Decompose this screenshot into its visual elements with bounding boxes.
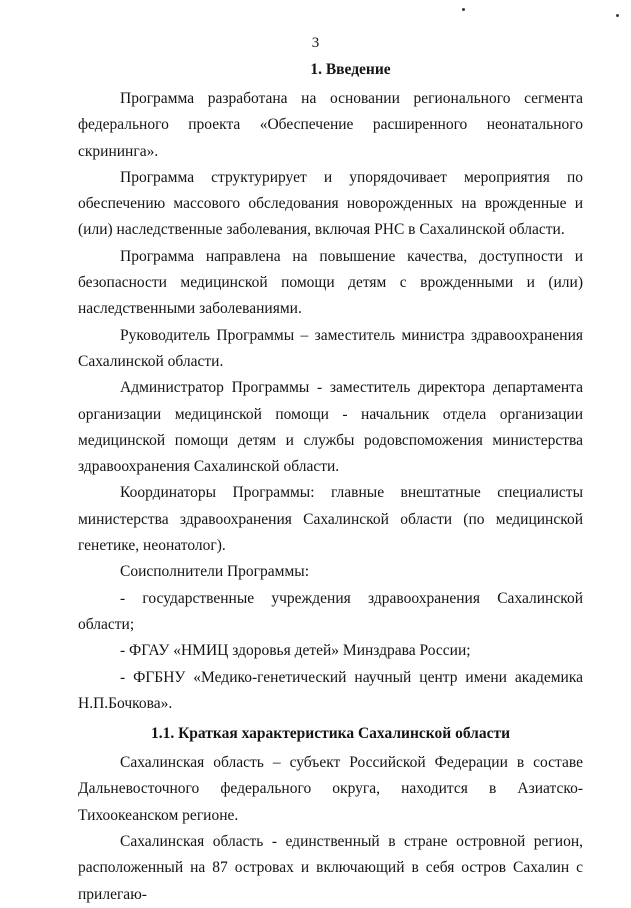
subsection-heading-region-summary: 1.1. Краткая характеристика Сахалинской области [150,725,511,743]
list-item-co-executor: - ФГБНУ «Медико-генетический научный центр имени академика Н.П.Бочкова». [78,668,583,712]
paragraph-program-administrator: Администратор Программы - заместитель директора департамента организации медицинской помощи - начальник отдела организации медицинской помощи детям и службы родовспоможения министерства здравоохранения Сахалинской области. [78,379,583,476]
list-item-co-executor: - ФГАУ «НМИЦ здоровья детей» Минздрава России; [120,642,471,660]
paragraph-program-coordinators: Координаторы Программы: главные внештатные специалисты министерства здравоохранения Сахалинской области (по медицинской генетике, неонатолог). [78,484,583,555]
paragraph-program-goal: Программа направлена на повышение качества, доступности и безопасности медицинской помощи детям с врожденными и (или) наследственными заболеваниями. [78,247,583,318]
list-item-co-executor: - государственные учреждения здравоохранения Сахалинской области; [78,589,583,633]
scan-speck [462,8,465,11]
paragraph-program-head: Руководитель Программы – заместитель министра здравоохранения Сахалинской области. [78,326,583,370]
paragraph-program-basis: Программа разработана на основании регионального сегмента федерального проекта «Обеспечение расширенного неонатального скрининга». [78,90,583,160]
paragraph-region-status: Сахалинская область – субъект Российской Федерации в составе Дальневосточного федерального округа, находится в Азиатско-Тихоокеанском регионе. [78,754,583,824]
paragraph-region-islands: Сахалинская область - единственный в стране островной регион, расположенный на 87 островах и включающий в себя остров Сахалин с прилегаю- [78,833,583,903]
page-content [78,57,583,908]
paragraph-program-structure: Программа структурирует и упорядочивает мероприятия по обеспечению массового обследования новорожденных на врожденные и (или) наследственные заболевания, включая РНС в Сахалинской области. [78,168,583,239]
section-heading-introduction: 1. Введение [310,61,391,78]
page-number: 3 [311,35,320,51]
scan-speck [616,14,619,17]
paragraph-co-executors-label: Соисполнители Программы: [120,563,310,581]
